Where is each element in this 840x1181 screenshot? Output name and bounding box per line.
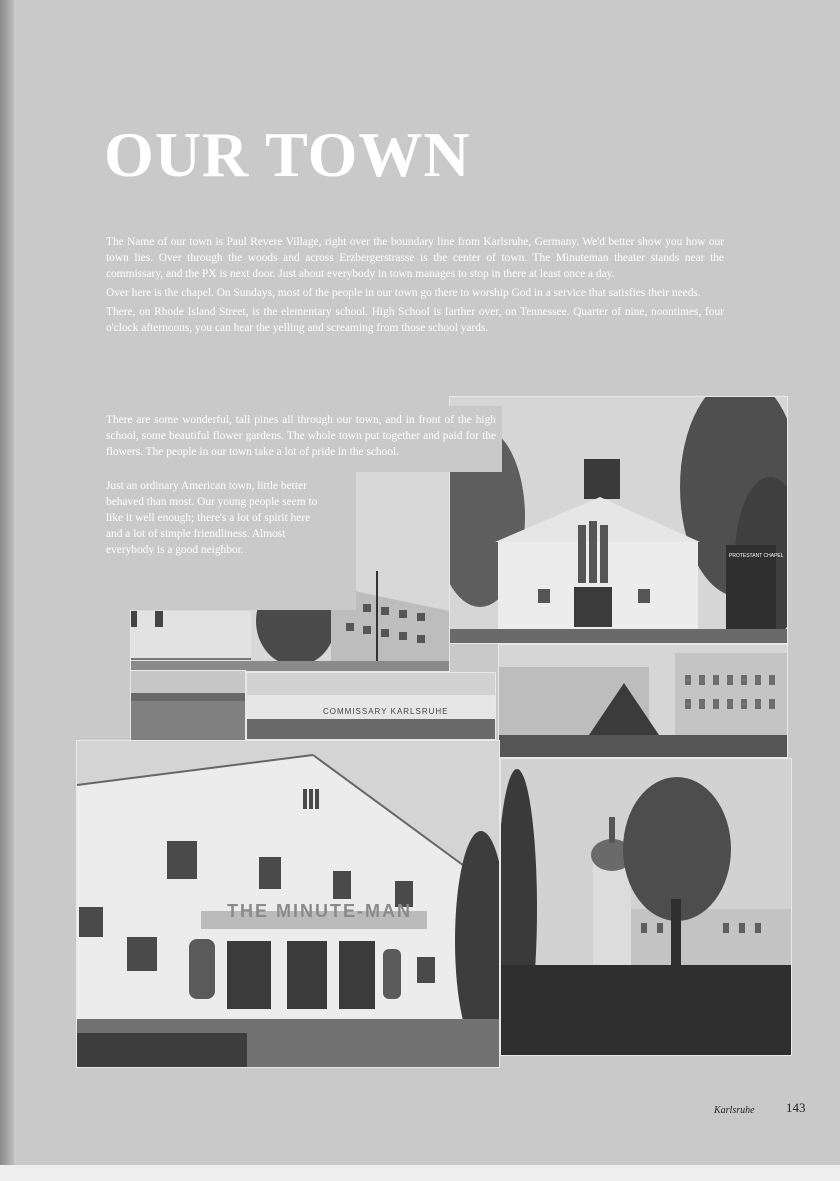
chapel-sign-text: PROTESTANT CHAPEL bbox=[729, 553, 784, 559]
page-bottom-edge bbox=[0, 1165, 840, 1181]
paragraph-chapel: Over here is the chapel. On Sundays, most of the people in our town go there to worship God in a service that satisfies their needs. bbox=[106, 287, 701, 299]
commissary-sign-text: COMMISSARY KARLSRUHE bbox=[323, 707, 449, 716]
page-number: 143 bbox=[786, 1100, 806, 1115]
photo-palace-tower bbox=[500, 758, 792, 1056]
paragraph-town-name: The Name of our town is Paul Revere Village, right over the boundary line from Karlsruhe, Germany. We'd better show you how our town lies. Over through the woods and across Erzbergerstrasse is the center of town. The Minuteman theater stands near the commissary, and the PX is next door. Just about everybody in town manages to stop in there at least once a day. bbox=[106, 236, 724, 280]
photo-pyramid bbox=[498, 644, 788, 758]
photo-minuteman-theater bbox=[76, 740, 500, 1068]
intro-text bbox=[106, 234, 724, 339]
paragraph-pines: There are some wonderful, tall pines all through our town, and in front of the high school, some beautiful flower gardens. The whole town put together and paid for the flowers. The people in our town take a lot of pride in the school. bbox=[106, 414, 496, 458]
running-footer: Karlsruhe bbox=[714, 1105, 755, 1116]
photo-commissary bbox=[246, 672, 496, 740]
page-title: OUR TOWN bbox=[104, 119, 471, 190]
paragraph-ordinary-town: Just an ordinary American town, little better behaved than most. Our young people seem to like it well enough; there's a lot of spirit here and a lot of simple friendliness. Almost everybody is a good neighbor. bbox=[106, 480, 318, 556]
paragraph-schools: There, on Rhode Island Street, is the elementary school. High School is farther over, on Tennessee. Quarter of nine, noontimes, four o'clock afternoons, you can hear the yelling and screaming from those school yards. bbox=[106, 306, 724, 334]
binding-gutter bbox=[0, 0, 14, 1181]
theater-sign-text: THE MINUTE-MAN bbox=[227, 901, 412, 921]
photo-field bbox=[130, 670, 246, 742]
